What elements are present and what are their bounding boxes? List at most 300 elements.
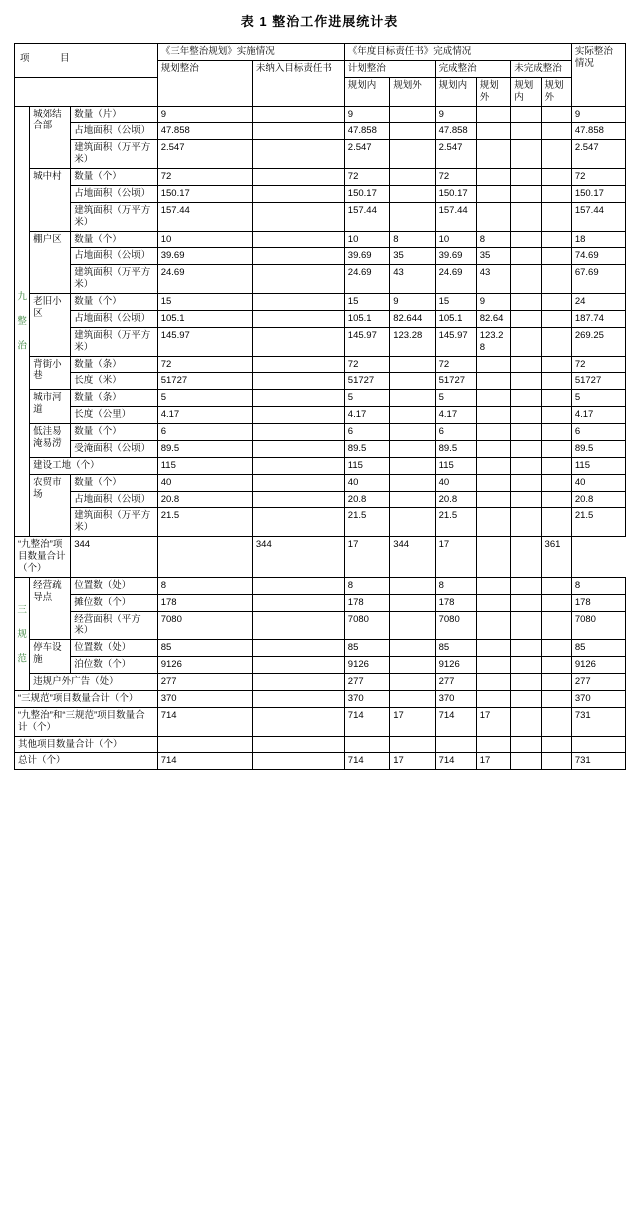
row-value-3 <box>390 508 435 537</box>
item-header-cell <box>15 44 158 78</box>
table-row <box>15 356 626 373</box>
row-value-8: 4.17 <box>571 407 625 424</box>
header-out-plan-2: 规划外 <box>476 77 511 106</box>
row-value-5 <box>476 577 511 594</box>
row-value-7 <box>541 373 571 390</box>
table-row <box>15 611 626 640</box>
subtotal-nine-value-5: 17 <box>435 537 476 578</box>
row-value-8: 277 <box>571 674 625 691</box>
row-value-0: 85 <box>157 640 252 657</box>
table-row <box>15 310 626 327</box>
row-value-0: 178 <box>157 594 252 611</box>
total-1-value-5 <box>476 736 511 753</box>
row-value-2: 24.69 <box>344 265 389 294</box>
metric-label: 建筑面积（万平方米） <box>71 327 158 356</box>
row-value-5 <box>476 674 511 691</box>
header-annual: 《年度目标责任书》完成情况 <box>344 44 571 61</box>
metric-label: 数量（个） <box>71 169 158 186</box>
row-value-2: 5 <box>344 390 389 407</box>
table-row <box>15 169 626 186</box>
row-value-5 <box>476 106 511 123</box>
row-value-1 <box>252 123 344 140</box>
row-value-8: 74.69 <box>571 248 625 265</box>
row-value-0: 15 <box>157 294 252 311</box>
metric-label: 占地面积（公顷） <box>71 123 158 140</box>
total-1-value-8 <box>571 736 625 753</box>
row-value-2: 157.44 <box>344 202 389 231</box>
row-value-1 <box>252 327 344 356</box>
row-value-8: 20.8 <box>571 491 625 508</box>
total-1-value-6 <box>511 736 541 753</box>
row-value-0: 105.1 <box>157 310 252 327</box>
category-label: 城中村 <box>30 169 71 232</box>
total-0-value-1 <box>252 707 344 736</box>
table-row <box>15 474 626 491</box>
table-row <box>15 106 626 123</box>
row-value-8: 21.5 <box>571 508 625 537</box>
row-value-2: 9 <box>344 106 389 123</box>
total-2-value-7 <box>541 753 571 770</box>
row-value-1 <box>252 231 344 248</box>
row-value-8: 269.25 <box>571 327 625 356</box>
header-plan3y: 《三年整治规划》实施情况 <box>157 44 344 61</box>
row-value-8: 51727 <box>571 373 625 390</box>
row-value-5: 9 <box>476 294 511 311</box>
row-value-0: 157.44 <box>157 202 252 231</box>
row-value-6 <box>511 390 541 407</box>
row-value-2: 72 <box>344 356 389 373</box>
row-value-6 <box>511 407 541 424</box>
metric-label: 违规户外广告（处） <box>30 674 158 691</box>
header-annual-done: 完成整治 <box>435 60 511 77</box>
row-value-3 <box>390 407 435 424</box>
row-value-0: 9126 <box>157 657 252 674</box>
header-plan3y-sub1: 规划整治 <box>157 60 252 106</box>
row-value-7 <box>541 231 571 248</box>
row-value-3 <box>390 140 435 169</box>
table-row <box>15 327 626 356</box>
row-value-6 <box>511 327 541 356</box>
row-value-4: 5 <box>435 390 476 407</box>
row-value-4: 39.69 <box>435 248 476 265</box>
row-value-3: 43 <box>390 265 435 294</box>
table-row <box>15 440 626 457</box>
row-value-3: 82.644 <box>390 310 435 327</box>
row-value-6 <box>511 508 541 537</box>
table-row <box>15 657 626 674</box>
row-value-2: 10 <box>344 231 389 248</box>
row-value-7 <box>541 440 571 457</box>
subtotal-three-row <box>15 690 626 707</box>
row-value-7 <box>541 123 571 140</box>
row-value-8: 187.74 <box>571 310 625 327</box>
row-value-2: 105.1 <box>344 310 389 327</box>
metric-label: 数量（个） <box>71 231 158 248</box>
header-row-1 <box>15 44 626 61</box>
row-value-5 <box>476 356 511 373</box>
row-value-6 <box>511 140 541 169</box>
row-value-3 <box>390 373 435 390</box>
row-value-1 <box>252 491 344 508</box>
total-row-1 <box>15 736 626 753</box>
row-value-2: 39.69 <box>344 248 389 265</box>
row-value-7 <box>541 185 571 202</box>
item-label-right: 目 <box>60 53 70 64</box>
row-value-1 <box>252 265 344 294</box>
table-row <box>15 123 626 140</box>
header-item-blank <box>15 77 158 106</box>
row-value-2: 277 <box>344 674 389 691</box>
row-value-5: 35 <box>476 248 511 265</box>
row-value-8: 150.17 <box>571 185 625 202</box>
row-value-0: 24.69 <box>157 265 252 294</box>
row-value-4: 9126 <box>435 657 476 674</box>
category-label: 老旧小区 <box>30 294 71 357</box>
row-value-0: 6 <box>157 424 252 441</box>
row-value-5: 43 <box>476 265 511 294</box>
row-value-8: 178 <box>571 594 625 611</box>
row-value-1 <box>252 310 344 327</box>
row-value-5: 82.64 <box>476 310 511 327</box>
row-value-7 <box>541 265 571 294</box>
metric-label: 占地面积（公顷） <box>71 491 158 508</box>
row-value-1 <box>252 577 344 594</box>
header-out-plan-1: 规划外 <box>390 77 435 106</box>
total-1-value-7 <box>541 736 571 753</box>
row-value-3 <box>390 594 435 611</box>
total-label-0: “九整治”和“三规范”项目数量合计（个） <box>15 707 158 736</box>
row-value-8: 5 <box>571 390 625 407</box>
group-label: 九 整 治 <box>15 106 30 537</box>
row-value-0: 10 <box>157 231 252 248</box>
row-value-7 <box>541 508 571 537</box>
row-value-6 <box>511 169 541 186</box>
row-value-3 <box>390 356 435 373</box>
table-row <box>15 577 626 594</box>
subtotal-nine-value-0: 344 <box>71 537 158 578</box>
total-0-value-0: 714 <box>157 707 252 736</box>
group-label: 三 规 范 <box>15 577 30 690</box>
table-row <box>15 674 626 691</box>
row-value-0: 4.17 <box>157 407 252 424</box>
row-value-6 <box>511 106 541 123</box>
subtotal-three-value-0: 370 <box>157 690 252 707</box>
row-value-5 <box>476 440 511 457</box>
row-value-5: 123.28 <box>476 327 511 356</box>
row-value-5 <box>476 594 511 611</box>
row-value-6 <box>511 674 541 691</box>
total-2-value-2: 714 <box>344 753 389 770</box>
row-value-2: 15 <box>344 294 389 311</box>
row-value-1 <box>252 390 344 407</box>
header-in-plan-2: 规划内 <box>435 77 476 106</box>
table-body-three-standards <box>15 577 626 690</box>
row-value-5 <box>476 390 511 407</box>
subtotal-three-value-6 <box>511 690 541 707</box>
row-value-4: 8 <box>435 577 476 594</box>
row-value-7 <box>541 140 571 169</box>
table-row <box>15 231 626 248</box>
row-value-0: 47.858 <box>157 123 252 140</box>
row-value-6 <box>511 294 541 311</box>
row-value-0: 39.69 <box>157 248 252 265</box>
total-0-value-5: 17 <box>476 707 511 736</box>
row-value-7 <box>541 294 571 311</box>
total-1-value-3 <box>390 736 435 753</box>
row-value-4: 72 <box>435 356 476 373</box>
category-label: 城郊结合部 <box>30 106 71 169</box>
row-value-5 <box>476 185 511 202</box>
row-value-1 <box>252 640 344 657</box>
row-value-1 <box>252 140 344 169</box>
row-value-3 <box>390 390 435 407</box>
row-value-6 <box>511 248 541 265</box>
table-row <box>15 390 626 407</box>
row-value-1 <box>252 373 344 390</box>
row-value-1 <box>252 594 344 611</box>
row-value-5 <box>476 457 511 474</box>
row-value-1 <box>252 169 344 186</box>
row-value-8: 67.69 <box>571 265 625 294</box>
row-value-2: 51727 <box>344 373 389 390</box>
item-label-left: 项 <box>20 53 30 64</box>
row-value-4: 72 <box>435 169 476 186</box>
subtotal-nine-value-8: 361 <box>541 537 571 578</box>
row-value-4: 277 <box>435 674 476 691</box>
table-row <box>15 140 626 169</box>
row-value-1 <box>252 674 344 691</box>
table-row <box>15 373 626 390</box>
row-value-4: 85 <box>435 640 476 657</box>
row-value-3: 35 <box>390 248 435 265</box>
row-value-2: 72 <box>344 169 389 186</box>
row-value-0: 40 <box>157 474 252 491</box>
metric-label: 建筑面积（万平方米） <box>71 265 158 294</box>
metric-label: 占地面积（公顷） <box>71 185 158 202</box>
table-row <box>15 202 626 231</box>
total-2-value-3: 17 <box>390 753 435 770</box>
row-value-0: 20.8 <box>157 491 252 508</box>
header-plan3y-sub2: 未纳入目标责任书 <box>252 60 344 106</box>
table-body-nine-rectifications <box>15 106 626 537</box>
table-subtotal-nine <box>15 537 626 578</box>
row-value-2: 21.5 <box>344 508 389 537</box>
total-0-value-4: 714 <box>435 707 476 736</box>
row-value-6 <box>511 457 541 474</box>
total-2-value-0: 714 <box>157 753 252 770</box>
page-title: 表 1 整治工作进展统计表 <box>240 14 399 29</box>
row-value-7 <box>541 594 571 611</box>
row-value-5 <box>476 424 511 441</box>
row-value-0: 115 <box>157 457 252 474</box>
total-2-value-6 <box>511 753 541 770</box>
row-value-7 <box>541 424 571 441</box>
row-value-8: 72 <box>571 169 625 186</box>
metric-label: 经营面积（平方米） <box>71 611 158 640</box>
row-value-3 <box>390 577 435 594</box>
row-value-6 <box>511 424 541 441</box>
row-value-7 <box>541 474 571 491</box>
row-value-8: 47.858 <box>571 123 625 140</box>
row-value-0: 2.547 <box>157 140 252 169</box>
subtotal-three-label: “三规范”项目数量合计（个） <box>15 690 158 707</box>
row-value-8: 89.5 <box>571 440 625 457</box>
row-value-7 <box>541 327 571 356</box>
row-value-2: 9126 <box>344 657 389 674</box>
metric-label: 摊位数（个） <box>71 594 158 611</box>
row-value-6 <box>511 231 541 248</box>
row-value-0: 89.5 <box>157 440 252 457</box>
row-value-8: 9 <box>571 106 625 123</box>
metric-label: 位置数（处） <box>71 640 158 657</box>
total-0-value-3: 17 <box>390 707 435 736</box>
row-value-0: 5 <box>157 390 252 407</box>
category-label: 城市河道 <box>30 390 71 424</box>
total-1-value-0 <box>157 736 252 753</box>
row-value-4: 2.547 <box>435 140 476 169</box>
subtotal-nine-value-7 <box>511 537 541 578</box>
subtotal-three-value-3 <box>390 690 435 707</box>
subtotal-nine-value-4: 344 <box>390 537 435 578</box>
row-value-8: 9126 <box>571 657 625 674</box>
row-value-4: 4.17 <box>435 407 476 424</box>
row-value-7 <box>541 390 571 407</box>
row-value-7 <box>541 106 571 123</box>
row-value-0: 21.5 <box>157 508 252 537</box>
row-value-5 <box>476 657 511 674</box>
row-value-3 <box>390 457 435 474</box>
row-value-1 <box>252 611 344 640</box>
row-value-4: 24.69 <box>435 265 476 294</box>
row-value-7 <box>541 202 571 231</box>
row-value-7 <box>541 310 571 327</box>
metric-label: 泊位数（个） <box>71 657 158 674</box>
row-value-5 <box>476 508 511 537</box>
total-label-1: 其他项目数量合计（个） <box>15 736 158 753</box>
row-value-3 <box>390 185 435 202</box>
table-row <box>15 640 626 657</box>
row-value-3 <box>390 474 435 491</box>
total-2-value-4: 714 <box>435 753 476 770</box>
metric-label: 受淹面积（公顷） <box>71 440 158 457</box>
row-value-1 <box>252 657 344 674</box>
row-value-6 <box>511 202 541 231</box>
row-value-4: 6 <box>435 424 476 441</box>
row-value-1 <box>252 424 344 441</box>
row-value-1 <box>252 202 344 231</box>
table-row <box>15 457 626 474</box>
row-value-3: 123.28 <box>390 327 435 356</box>
table-header <box>15 44 626 107</box>
metric-label: 长度（米） <box>71 373 158 390</box>
row-value-6 <box>511 577 541 594</box>
table-row <box>15 265 626 294</box>
row-value-0: 72 <box>157 356 252 373</box>
row-value-4: 145.97 <box>435 327 476 356</box>
row-value-3 <box>390 106 435 123</box>
subtotal-three-value-2: 370 <box>344 690 389 707</box>
row-value-2: 178 <box>344 594 389 611</box>
row-value-3: 9 <box>390 294 435 311</box>
header-out-plan-3: 规划外 <box>541 77 571 106</box>
row-value-0: 9 <box>157 106 252 123</box>
row-value-2: 47.858 <box>344 123 389 140</box>
row-value-6 <box>511 373 541 390</box>
row-value-7 <box>541 248 571 265</box>
row-value-8: 85 <box>571 640 625 657</box>
row-value-5 <box>476 474 511 491</box>
row-value-4: 115 <box>435 457 476 474</box>
row-value-1 <box>252 474 344 491</box>
header-in-plan-1: 规划内 <box>344 77 389 106</box>
row-value-2: 115 <box>344 457 389 474</box>
subtotal-nine-value-6 <box>476 537 511 578</box>
row-value-6 <box>511 594 541 611</box>
total-label-2: 总计（个） <box>15 753 158 770</box>
row-value-4: 105.1 <box>435 310 476 327</box>
table-row <box>15 491 626 508</box>
row-value-0: 145.97 <box>157 327 252 356</box>
row-value-7 <box>541 640 571 657</box>
row-value-6 <box>511 356 541 373</box>
row-value-2: 40 <box>344 474 389 491</box>
row-value-7 <box>541 674 571 691</box>
row-value-0: 51727 <box>157 373 252 390</box>
row-value-1 <box>252 248 344 265</box>
row-value-2: 4.17 <box>344 407 389 424</box>
row-value-2: 2.547 <box>344 140 389 169</box>
subtotal-three-value-4: 370 <box>435 690 476 707</box>
row-value-1 <box>252 407 344 424</box>
row-value-7 <box>541 577 571 594</box>
row-value-8: 157.44 <box>571 202 625 231</box>
row-value-4: 10 <box>435 231 476 248</box>
row-value-5 <box>476 373 511 390</box>
row-value-8: 6 <box>571 424 625 441</box>
row-value-3: 8 <box>390 231 435 248</box>
row-value-5 <box>476 407 511 424</box>
subtotal-nine-value-2: 344 <box>252 537 344 578</box>
row-value-8: 72 <box>571 356 625 373</box>
row-value-6 <box>511 611 541 640</box>
total-row-0 <box>15 707 626 736</box>
row-value-6 <box>511 123 541 140</box>
row-value-4: 20.8 <box>435 491 476 508</box>
metric-label: 数量（个） <box>71 294 158 311</box>
row-value-2: 85 <box>344 640 389 657</box>
table-row <box>15 248 626 265</box>
row-value-1 <box>252 106 344 123</box>
row-value-4: 40 <box>435 474 476 491</box>
row-value-8: 115 <box>571 457 625 474</box>
row-value-8: 18 <box>571 231 625 248</box>
category-label: 农贸市场 <box>30 474 71 537</box>
row-value-4: 89.5 <box>435 440 476 457</box>
row-value-4: 157.44 <box>435 202 476 231</box>
metric-label: 占地面积（公顷） <box>71 248 158 265</box>
row-value-2: 20.8 <box>344 491 389 508</box>
table-totals <box>15 690 626 769</box>
row-value-6 <box>511 491 541 508</box>
row-value-1 <box>252 440 344 457</box>
row-value-6 <box>511 657 541 674</box>
subtotal-three-value-8: 370 <box>571 690 625 707</box>
row-value-8: 40 <box>571 474 625 491</box>
row-value-5 <box>476 169 511 186</box>
row-value-6 <box>511 474 541 491</box>
row-value-2: 6 <box>344 424 389 441</box>
row-value-4: 15 <box>435 294 476 311</box>
